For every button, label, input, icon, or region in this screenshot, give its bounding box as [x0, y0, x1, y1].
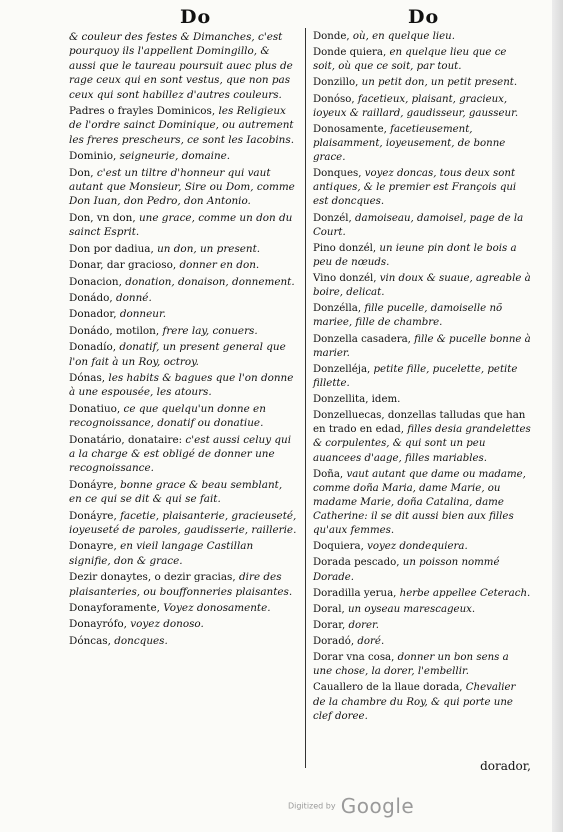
dictionary-entry	[313, 393, 531, 407]
dictionary-entry	[69, 307, 298, 321]
entry-headword: Donques,	[313, 168, 362, 180]
entry-headword: Don,	[69, 166, 94, 179]
google-logo: Google	[340, 794, 415, 818]
entry-translation: Voyez donosamente.	[163, 602, 271, 615]
entry-translation: Chevalier de la chambre du Roy, & qui porte une clef doree.	[313, 682, 516, 722]
entry-headword: Donzél,	[313, 212, 352, 224]
entry-headword: Dorada pescado,	[313, 557, 400, 569]
entry-headword: Donzella casadera,	[313, 333, 411, 345]
entry-translation: doncques.	[114, 634, 168, 647]
entry-headword: Donzélla,	[313, 303, 362, 315]
entry-translation: les Religieux de l'ordre sainct Dominique, ou autrement les freres prescheurs, ce sont les Iacobins.	[69, 105, 294, 146]
dictionary-entry	[313, 651, 531, 679]
entry-headword: Donádo,	[69, 291, 113, 304]
entry-headword: Vino donzél,	[313, 273, 377, 284]
dictionary-entry	[313, 587, 531, 601]
entry-translation: donné.	[116, 291, 152, 304]
entry-headword: Don por dadiua,	[69, 242, 154, 255]
dictionary-entry	[69, 402, 298, 431]
entry-headword: Donáyre,	[69, 478, 117, 491]
entry-translation: vaut autant que dame ou madame, comme doña Maria, dame Marie, ou madame Marie, doña Catalina, dame Catherine: il se dit aussi bien aux filles qu'aux femmes.	[313, 468, 526, 537]
entry-headword: Doña,	[313, 468, 344, 480]
entry-translation: bonne grace & beau semblant, en ce qui se dit & qui se fait.	[69, 478, 283, 506]
dictionary-entry	[313, 272, 531, 300]
page-edge	[552, 0, 563, 832]
dictionary-entry	[313, 46, 531, 74]
entry-translation: doré.	[357, 636, 385, 647]
dictionary-entry	[69, 211, 298, 240]
running-head-left: Do	[180, 6, 212, 28]
entry-headword: Donzellita, idem.	[313, 394, 401, 405]
entry-headword: Donayforamente,	[69, 602, 160, 615]
dictionary-entry	[313, 123, 531, 165]
dictionary-entry	[69, 371, 298, 400]
entry-headword: Donzelléja,	[313, 363, 371, 375]
entry-translation: dorer.	[348, 619, 380, 631]
right-column	[313, 30, 531, 726]
dictionary-entry	[69, 166, 298, 209]
entry-headword: Donádo, motilon,	[69, 324, 160, 337]
dictionary-entry	[313, 635, 531, 649]
entry-translation: c'est un tiltre d'honneur qui vaut autant que Monsieur, Sire ou Dom, comme Don Iuan, don Pedro, don Antonio.	[69, 166, 295, 208]
entry-headword: Doradilla yerua,	[313, 587, 397, 599]
dictionary-entry	[69, 340, 298, 369]
dictionary-entry	[313, 540, 531, 554]
left-column	[69, 30, 298, 650]
entry-translation: donneur.	[119, 308, 167, 321]
dictionary-entry	[69, 601, 298, 615]
entry-headword: Doquiera,	[313, 541, 364, 553]
dictionary-entry	[69, 324, 298, 338]
entry-headword: Donde quiera,	[313, 47, 387, 59]
entry-translation: donner en don.	[179, 259, 260, 272]
entry-headword: Padres o frayles Dominicos,	[69, 105, 216, 118]
digitized-by-watermark	[288, 794, 414, 818]
entry-translation: un poisson nommé Dorade.	[313, 557, 500, 583]
dictionary-entry	[69, 539, 298, 568]
dictionary-entry	[313, 302, 531, 330]
watermark-prefix: Digitized by	[288, 801, 336, 811]
dictionary-entry	[313, 556, 531, 584]
entry-translation: & couleur des festes & Dimanches, c'est pourquoy ils l'appellent Domingillo, & aussi que le taureau poursuit auec plus de rage ceux qui en sont vestus, que non pas ceux qui sont habillez d'autres couleurs.	[69, 31, 293, 101]
entry-headword: Dónas,	[69, 371, 106, 384]
entry-translation: donatif, un present general que l'on fait à un Roy, octroy.	[69, 341, 286, 368]
dictionary-entry	[69, 275, 298, 289]
entry-translation: ce que quelqu'un donne en recognoissance, donatif ou donatiue.	[69, 402, 266, 430]
entry-translation: damoiseau, damoisel, page de la Court.	[313, 212, 524, 238]
dictionary-entry	[69, 509, 298, 538]
entry-headword: Donacion,	[69, 275, 122, 288]
entry-translation: seigneurie, domaine.	[119, 150, 231, 163]
entry-translation: facetie, plaisanterie, gracieuseté, ioyeuseté de paroles, gaudisserie, raillerie.	[69, 509, 297, 536]
dictionary-entry	[313, 76, 531, 90]
dictionary-entry	[313, 409, 531, 466]
dictionary-entry	[313, 333, 531, 361]
entry-translation: petite fille, pucelette, petite fillette.	[313, 363, 518, 389]
entry-translation: donner un bon sens a une chose, la dorer, l'embellir.	[313, 652, 509, 678]
dictionary-entry	[69, 617, 298, 631]
entry-headword: Donadío,	[69, 341, 117, 354]
dictionary-entry	[69, 570, 298, 599]
dictionary-entry	[69, 104, 298, 147]
entry-translation: les habits & bagues que l'on donne à une espousée, les atours.	[69, 371, 294, 399]
dictionary-entry	[69, 258, 298, 272]
entry-translation: voyez doncas, tous deux sont antiques, & le premier est François qui est doncques.	[313, 168, 517, 208]
entry-translation: en quelque lieu que ce soit, où que ce soit, par tout.	[313, 47, 507, 73]
entry-translation: où, en quelque lieu.	[352, 31, 455, 42]
dictionary-entry	[313, 619, 531, 633]
dictionary-entry	[69, 242, 298, 256]
entry-translation: filles desia grandelettes & corpulentes, & qui sont un peu auancees d'aage, filles mariables.	[313, 424, 531, 464]
entry-headword: Donzillo,	[313, 77, 359, 89]
entry-headword: Donáyre,	[69, 509, 117, 522]
entry-headword: Dorar,	[313, 619, 346, 631]
entry-translation: dire des plaisanteries, ou bouffonneries plaisantes.	[69, 571, 293, 598]
entry-headword: Donador,	[69, 308, 117, 321]
entry-headword: Cauallero de la llaue dorada,	[313, 682, 463, 694]
entry-translation: voyez dondequiera.	[367, 541, 468, 553]
entry-headword: Donar, dar gracioso,	[69, 259, 177, 272]
dictionary-entry	[313, 30, 531, 44]
entry-headword: Pino donzél,	[313, 242, 377, 254]
entry-headword: Donzelluecas, donzellas talludas que han en trado en edad,	[313, 410, 526, 436]
entry-translation: donation, donaison, donnement.	[125, 275, 295, 288]
entry-headword: Donayrófo,	[69, 618, 127, 631]
entry-headword: Doradó,	[313, 636, 355, 647]
entry-translation: frere lay, conuers.	[162, 324, 258, 337]
dictionary-entry	[69, 634, 298, 648]
entry-headword: Dóncas,	[69, 634, 111, 647]
entry-headword: Donde,	[313, 31, 350, 42]
dictionary-entry	[313, 681, 531, 723]
entry-translation: facetieusement, plaisamment, ioyeusement, de bonne grace.	[313, 123, 506, 163]
dictionary-entry	[313, 212, 531, 240]
entry-translation: un petit don, un petit present.	[361, 77, 518, 89]
dictionary-entry	[69, 478, 298, 507]
dictionary-entry	[313, 363, 531, 391]
entry-translation: un oyseau marescageux.	[348, 603, 476, 615]
entry-headword: Donosamente,	[313, 123, 387, 135]
entry-translation: une grace, comme un don du sainct Esprit.	[69, 211, 293, 239]
entry-translation: en vieil langage Castillan signifie, don & grace.	[69, 540, 254, 567]
dictionary-entry	[69, 433, 298, 476]
entry-translation: fille & pucelle bonne à marier.	[313, 333, 531, 359]
entry-headword: Donayre,	[69, 540, 117, 553]
entry-headword: Doral,	[313, 603, 345, 615]
entry-headword: Donatário, donataire:	[69, 433, 183, 446]
entry-headword: Dezir donaytes, o dezir gracias,	[69, 571, 236, 584]
dictionary-entry	[313, 167, 531, 209]
entry-translation: un ieune pin dont le bois a peu de nœuds.	[313, 242, 517, 268]
dictionary-entry	[69, 291, 298, 305]
entry-translation: facetieux, plaisant, gracieux, ioyeux & raillard, gaudisseur, gausseur.	[313, 93, 519, 119]
dictionary-entry	[313, 603, 531, 617]
entry-headword: Dominio,	[69, 150, 117, 163]
dictionary-entry	[69, 30, 298, 102]
catchword: dorador,	[480, 759, 531, 773]
dictionary-entry	[313, 242, 531, 270]
column-divider	[305, 28, 306, 768]
dictionary-entry	[69, 149, 298, 163]
dictionary-entry	[313, 93, 531, 121]
entry-translation: vin doux & suaue, agreable à boire, delicat.	[313, 273, 531, 299]
entry-headword: Don, vn don,	[69, 211, 136, 224]
dictionary-entry	[313, 468, 531, 539]
entry-translation: voyez donoso.	[130, 618, 204, 631]
entry-translation: fille pucelle, damoiselle nõ mariee, fille de chambre.	[313, 303, 503, 329]
entry-headword: Dorar vna cosa,	[313, 652, 395, 664]
entry-translation: herbe appellee Ceterach.	[399, 587, 531, 599]
running-head-right: Do	[408, 6, 440, 28]
entry-translation: un don, un present.	[157, 242, 261, 255]
entry-headword: Donatiuo,	[69, 402, 121, 415]
entry-translation: c'est aussi celuy qui a la charge & est obligé de donner une recognoissance.	[69, 433, 292, 475]
entry-headword: Donóso,	[313, 93, 355, 105]
